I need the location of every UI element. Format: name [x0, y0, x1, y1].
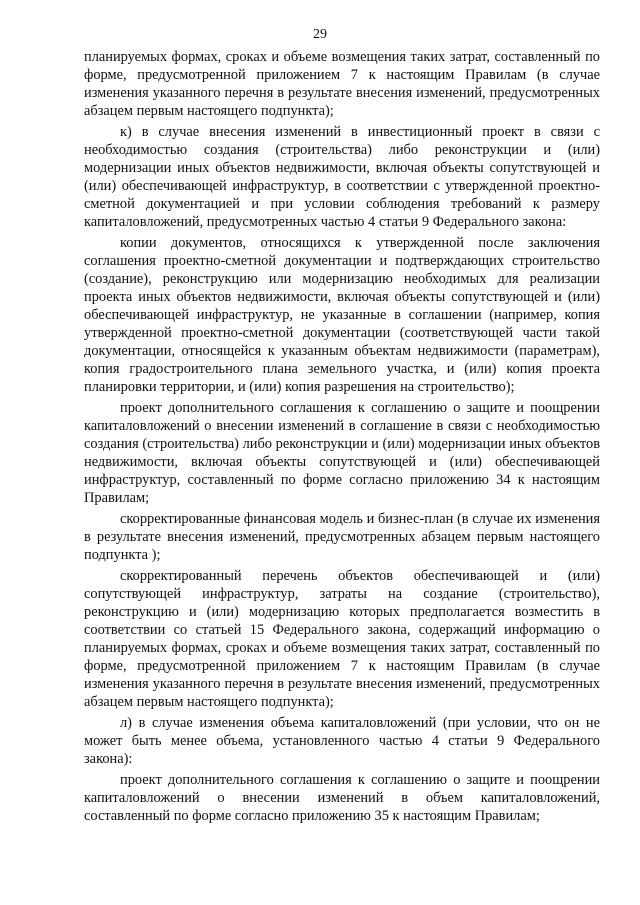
paragraph-draft-agreement: проект дополнительного соглашения к соглашению о защите и поощрении капиталовложений о внесении изменений в соглашение в связи с необходимостью создания (строительства) либо реконструкции и (или) модернизации иных объектов недвижимости, включая объекты сопутствующей и (или) обеспечивающей инфраструктур, составленный по форме согласно приложению 34 к настоящим Правилам; — [84, 400, 600, 506]
paragraph-item-l: л) в случае изменения объема капиталовложений (при условии, что он не может быть менее объема, установленного частью 4 статьи 9 Федерального закона): — [84, 715, 600, 767]
paragraph-draft-agreement-volume: проект дополнительного соглашения к соглашению о защите и поощрении капиталовложений о внесении изменений в объем капиталовложений, составленный по форме согласно приложению 35 к настоящим Правилам; — [84, 772, 600, 824]
page-number: 29 — [313, 27, 327, 42]
paragraph-continuation: планируемых формах, сроках и объеме возмещения таких затрат, составленный по форме, предусмотренной приложением 7 к настоящим Правилам (в случае изменения указанного перечня в результате внесения изменений, предусмотренных абзацем первым настоящего подпункта); — [84, 49, 600, 119]
paragraph-financial-model: скорректированные финансовая модель и бизнес-план (в случае их изменения в результате внесения изменений, предусмотренных абзацем первым настоящего подпункта ); — [84, 511, 600, 563]
paragraph-item-k: к) в случае внесения изменений в инвестиционный проект в связи с необходимостью создания (строительства) либо реконструкции и (или) модернизации иных объектов недвижимости, включая объекты сопутствующей и (или) обеспечивающей инфраструктур, в соответствии с утвержденной проектно-сметной документацией и при условии соблюдения требований к размеру капиталовложений, предусмотренных частью 4 статьи 9 Федерального закона: — [84, 124, 600, 230]
paragraph-infrastructure-list: скорректированный перечень объектов обеспечивающей и (или) сопутствующей инфраструктур, затраты на создание (строительство), реконструкцию и (или) модернизацию которых предполагается возместить в соответствии со статьей 15 Федерального закона, содержащий информацию о планируемых формах, сроках и объеме возмещения таких затрат, составленный по форме, предусмотренной приложением 7 к настоящим Правилам (в случае изменения указанного перечня в результате внесения изменений, предусмотренных абзацем первым настоящего подпункта); — [84, 568, 600, 710]
document-body — [84, 48, 600, 828]
paragraph-document-copies: копии документов, относящихся к утвержденной после заключения соглашения проектно-сметной документации и подтверждающих строительство (создание), реконструкцию или модернизацию необходимых для реализации проекта иных объектов недвижимости, включая объекты сопутствующей и (или) обеспечивающей инфраструктур, не указанные в соглашении (например, копия утвержденной проектно-сметной документации (соответствующей части такой документации, относящейся к указанным объектам недвижимости (параметрам), копия градостроительного плана земельного участка, и (или) копия проекта планировки территории, и (или) копия разрешения на строительство); — [84, 235, 600, 395]
